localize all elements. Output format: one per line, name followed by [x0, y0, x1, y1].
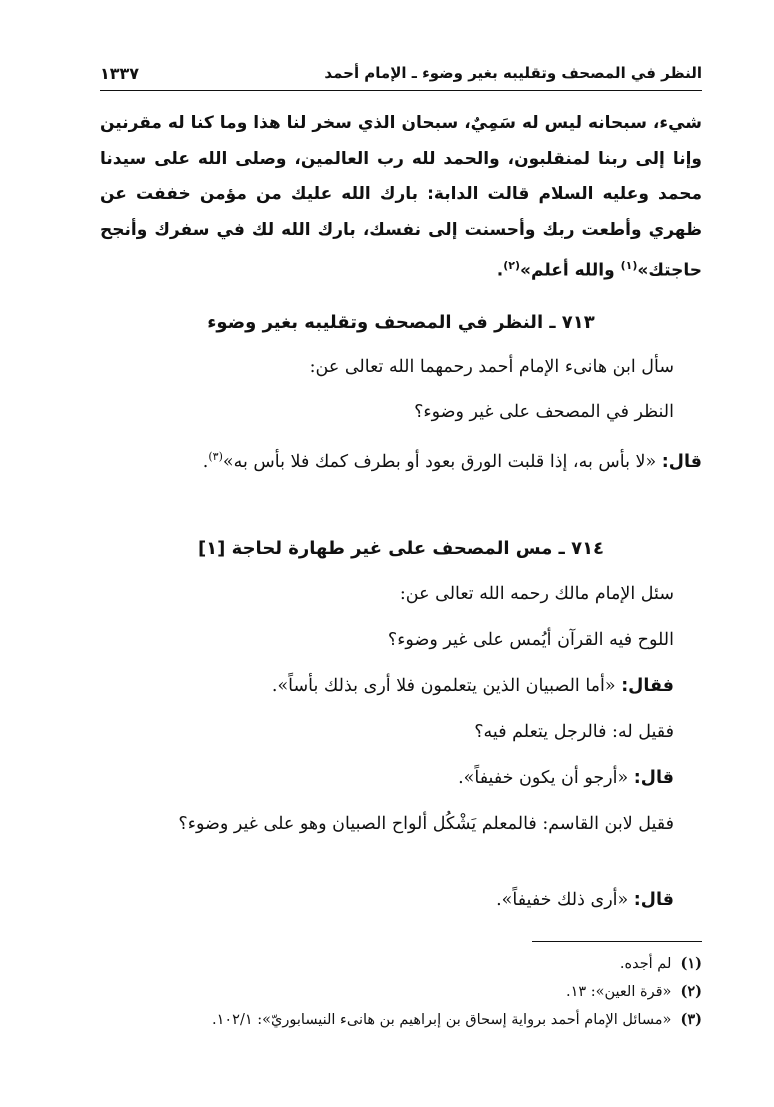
answer-label: قال: — [633, 768, 674, 788]
footnotes — [100, 950, 702, 1034]
intro-text: شيء، سبحانه ليس له سَمِيٌ، سبحان الذي سخر لنا هذا وما كنا له مقرنين وإنا إلى ربنا لمنقلبون، والحمد لله رب العالمين، وصلى الله على سيدنا محمد وعليه السلام قالت الدابة: بارك الله عليك من مؤمن خففت عن ظهري وأطعت ربك وأحسنت إلى نفسك، بارك الله لك في سفرك وأنجح حاجتك» — [100, 113, 702, 281]
intro-tail: والله أعلم» — [520, 260, 621, 281]
intro-paragraph — [100, 106, 702, 289]
answer-text: «أرجو أن يكون خفيفاً». — [458, 768, 634, 788]
page-number: ١٣٣٧ — [100, 63, 140, 83]
section-heading-714: ٧١٤ ـ مس المصحف على غير طهارة لحاجة [١] — [197, 538, 605, 559]
answer-label: فقال: — [621, 676, 674, 696]
answer-713 — [100, 437, 702, 482]
footnote-text: لم أجده. — [619, 956, 672, 972]
footnote-text: «قرة العين»: ١٣. — [565, 984, 672, 1000]
answer-text: «أرى ذلك خفيفاً». — [496, 890, 634, 910]
footnote-text: «مسائل الإمام أحمد برواية إسحاق بن إبراهيم بن هانىء النيسابوريّ»: ١٠٢/١. — [212, 1012, 672, 1028]
answer-end: . — [202, 451, 209, 472]
question-713: النظر في المصحف على غير وضوء؟ — [414, 402, 674, 422]
footnote-number: (١) — [680, 955, 702, 972]
followup-2-714: فقيل لابن القاسم: فالمعلم يَشْكُل ألواح الصبيان وهو على غير وضوء؟ — [178, 814, 674, 834]
footnote-ref: (٣) — [208, 450, 223, 463]
footnote-ref: (٢) — [503, 259, 521, 272]
footnote-item — [100, 1006, 702, 1034]
page-header — [100, 56, 702, 91]
footnote-item — [100, 978, 702, 1006]
answer-text: «لا بأس به، إذا قلبت الورق بعود أو بطرف كمك فلا بأس به» — [222, 451, 662, 472]
footnote-number: (٢) — [680, 983, 702, 1000]
question-714: اللوح فيه القرآن أيُمس على غير وضوء؟ — [387, 630, 674, 650]
running-title: النظر في المصحف وتقليبه بغير وضوء ـ الإمام أحمد — [324, 64, 702, 82]
answer-1-714 — [100, 666, 702, 706]
footnote-item — [100, 950, 702, 978]
question-intro-714: سئل الإمام مالك رحمه الله تعالى عن: — [399, 584, 674, 604]
answer-label: قال: — [633, 890, 674, 910]
footnote-ref: (١) — [620, 259, 638, 272]
answer-label: قال: — [661, 451, 702, 472]
followup-1-714: فقيل له: فالرجل يتعلم فيه؟ — [474, 722, 674, 742]
footnote-number: (٣) — [680, 1011, 702, 1028]
answer-3-714 — [100, 880, 702, 920]
question-intro-713: سأل ابن هانىء الإمام أحمد رحمهما الله تعالى عن: — [309, 357, 674, 377]
answer-2-714 — [100, 758, 702, 798]
answer-text: «أما الصبيان الذين يتعلمون فلا أرى بذلك بأساً». — [271, 676, 622, 696]
section-heading-713: ٧١٣ ـ النظر في المصحف وتقليبه بغير وضوء — [207, 312, 595, 333]
intro-end: . — [496, 260, 504, 281]
footnote-divider — [532, 941, 702, 942]
